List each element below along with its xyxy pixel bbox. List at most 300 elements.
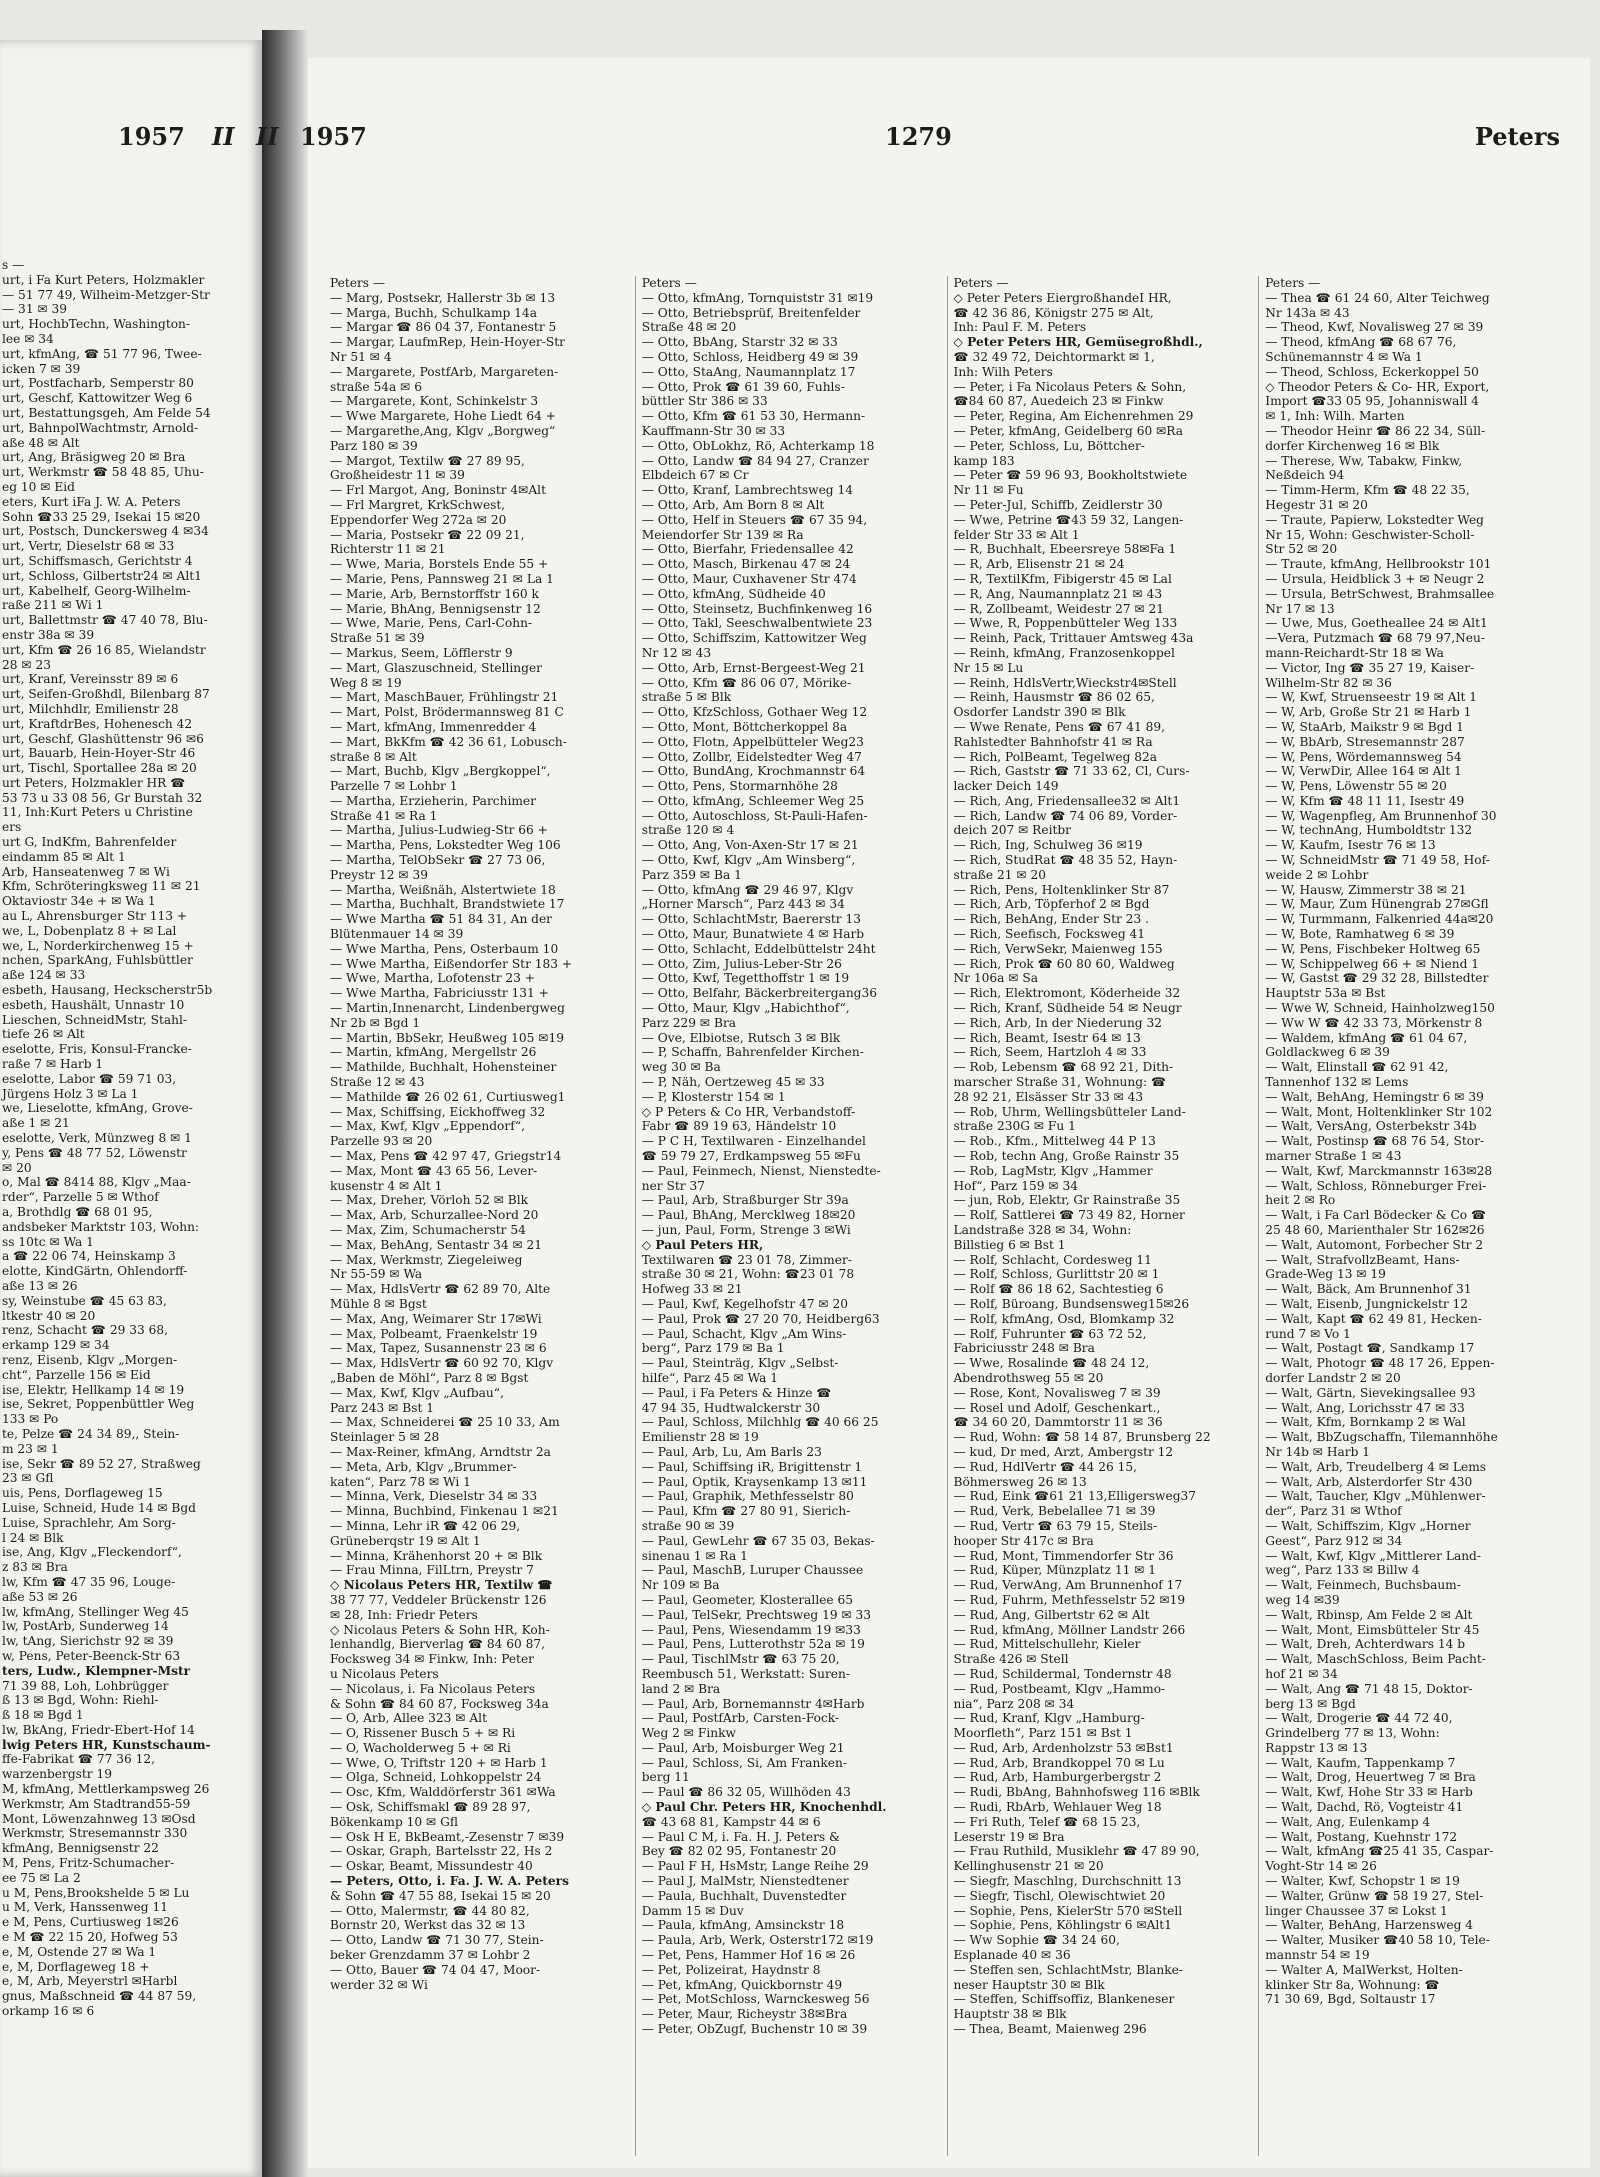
- directory-entry-line: ✉ 1, Inh: Wilh. Marten: [1265, 409, 1405, 424]
- directory-columns: [324, 276, 1570, 2156]
- directory-entry-line: rder“, Parzelle 5 ✉ Wthof: [2, 1190, 159, 1205]
- directory-entry-line: Grindelberg 77 ✉ 13, Wohn:: [1265, 1726, 1440, 1741]
- directory-entry-line: Rappstr 13 ✉ 13: [1265, 1740, 1368, 1755]
- directory-entry-line: lenhandlg, Bierverlag ☎ 84 60 87,: [330, 1637, 546, 1652]
- directory-entry-line: — Max, Arb, Schurzallee-Nord 20: [330, 1208, 539, 1223]
- directory-entry-line: Esplanade 40 ✉ 36: [953, 1948, 1071, 1963]
- directory-entry-line: — Paul, BhAng, Mercklweg 18✉20: [641, 1208, 856, 1223]
- directory-entry-line: — Max, Schneiderei ☎ 25 10 33, Am: [330, 1415, 560, 1430]
- directory-entry-line: — W, Kfm ☎ 48 11 11, Isestr 49: [1265, 793, 1465, 808]
- directory-entry-line: — Otto, Arb, Am Born 8 ✉ Alt: [641, 497, 825, 512]
- directory-entry-line: Nr 143a ✉ 43: [1265, 305, 1350, 320]
- directory-entry-line: berg 11: [641, 1770, 690, 1785]
- directory-entry-line: — W, Schippelweg 66 + ✉ Niend 1: [1265, 956, 1480, 971]
- directory-entry-line: — Mathilde, Buchhalt, Hohensteiner: [330, 1060, 557, 1075]
- directory-entry-line: ☎84 60 87, Auedeich 23 ✉ Finkw: [953, 394, 1164, 409]
- directory-entry-line: Sohn ☎33 25 29, Isekai 15 ✉20: [2, 509, 201, 524]
- directory-entry-line: Parzelle 93 ✉ 20: [330, 1134, 433, 1149]
- directory-entry-line: weide 2 ✉ Lohbr: [1265, 867, 1369, 882]
- directory-entry-line: — Margot, Textilw ☎ 27 89 95,: [330, 453, 525, 468]
- directory-entry-line: Straße 426 ✉ Stell: [953, 1652, 1069, 1667]
- directory-entry-line: urt, Geschf, Kattowitzer Weg 6: [2, 391, 193, 406]
- directory-entry-line: — Rud, Kranf, Klgv „Hamburg-: [953, 1711, 1145, 1726]
- directory-entry-line: — Rud, Schildermal, Tondernstr 48: [953, 1666, 1172, 1681]
- directory-entry-line: — Rud, Mittelschullehr, Kieler: [953, 1637, 1141, 1652]
- directory-entry-line: Peters —: [641, 276, 697, 290]
- directory-entry-line: Meiendorfer Str 139 ✉ Ra: [641, 527, 804, 542]
- directory-entry-line: & Sohn ☎ 47 55 88, Isekai 15 ✉ 20: [330, 1888, 551, 1903]
- directory-entry-line: Wilhelm-Str 82 ✉ 36: [1265, 675, 1392, 690]
- directory-entry-line: Fabriciusstr 248 ✉ Bra: [953, 1341, 1095, 1356]
- directory-entry-line: — Otto, Ang, Von-Axen-Str 17 ✉ 21: [641, 838, 859, 853]
- directory-entry-line: — P, Klosterstr 154 ✉ 1: [641, 1089, 786, 1104]
- directory-entry-line: — Traute, Papierw, Lokstedter Weg: [1265, 512, 1484, 527]
- directory-entry-line: — Meta, Arb, Klgv „Brummer-: [330, 1459, 517, 1474]
- directory-entry-line: — Otto, Bauer ☎ 74 04 47, Moor-: [330, 1962, 541, 1977]
- directory-entry-line: — Rich, Arb, Töpferhof 2 ✉ Bgd: [953, 897, 1150, 912]
- directory-entry-line: ☎ 59 79 27, Erdkampsweg 55 ✉Fu: [641, 1149, 861, 1164]
- directory-entry-line: — Otto, Maur, Bunatwiete 4 ✉ Harb: [641, 927, 865, 942]
- directory-entry-line: ffe-Fabrikat ☎ 77 36 12,: [2, 1752, 156, 1767]
- directory-entry-line: weg“, Parz 133 ✉ Billw 4: [1265, 1563, 1420, 1578]
- directory-entry-line: — Rich, Prok ☎ 60 80 60, Waldweg: [953, 956, 1175, 971]
- directory-entry-line: Osdorfer Landstr 390 ✉ Blk: [953, 705, 1126, 720]
- directory-entry-line: — Max, Polbeamt, Fraenkelstr 19: [330, 1326, 538, 1341]
- directory-entry-line: — Walt, Dreh, Achterdwars 14 b: [1265, 1637, 1466, 1652]
- directory-entry-line: — Pet, kfmAng, Quickbornstr 49: [641, 1977, 843, 1992]
- directory-entry-line: — Walt, Kapt ☎ 62 49 81, Hecken-: [1265, 1311, 1482, 1326]
- directory-entry-line: — Mart, MaschBauer, Frühlingstr 21: [330, 690, 559, 705]
- directory-entry-line: Hofweg 33 ✉ 21: [641, 1282, 743, 1297]
- directory-entry-line: — Thea, Beamt, Maienweg 296: [953, 2022, 1147, 2037]
- directory-entry-line: — Frl Margot, Ang, Boninstr 4✉Alt: [330, 483, 546, 498]
- directory-entry-line: — Mart, BkKfm ☎ 42 36 61, Lobusch-: [330, 734, 567, 749]
- directory-entry-line: — Max, Pens ☎ 42 97 47, Griegstr14: [330, 1149, 562, 1164]
- directory-entry-line: raße 7 ✉ Harb 1: [2, 1057, 104, 1072]
- directory-entry-line: ß 13 ✉ Bgd, Wohn: Riehl-: [2, 1693, 159, 1708]
- directory-entry-line: — Martin, BbSekr, Heußweg 105 ✉19: [330, 1030, 564, 1045]
- directory-entry-line: ☎ 34 60 20, Dammtorstr 11 ✉ 36: [953, 1415, 1163, 1430]
- directory-entry-line: — Paul, Pens, Wiesendamm 19 ✉33: [641, 1622, 861, 1637]
- directory-entry-line: 53 73 u 33 08 56, Gr Burstah 32: [2, 790, 203, 805]
- directory-entry-line: rund 7 ✉ Vo 1: [1265, 1326, 1351, 1341]
- directory-entry-line: — Paul, Kfm ☎ 27 80 91, Sierich-: [641, 1504, 851, 1519]
- directory-entry-line: — Osk, Schiffsmakl ☎ 89 28 97,: [330, 1800, 531, 1815]
- directory-entry-line: Nr 106a ✉ Sa: [953, 971, 1038, 986]
- directory-entry-line: — Thea ☎ 61 24 60, Alter Teichweg: [1265, 290, 1490, 305]
- directory-entry-line: kusenstr 4 ✉ Alt 1: [330, 1178, 443, 1193]
- directory-entry-line: — Rich, Elektromont, Köderheide 32: [953, 986, 1181, 1001]
- directory-entry-line: Straße 41 ✉ Ra 1: [330, 808, 438, 823]
- directory-entry-line: Nr 15, Wohn: Geschwister-Scholl-: [1265, 527, 1475, 542]
- directory-entry-line: — R, TextilKfm, Fibigerstr 45 ✉ Lal: [953, 571, 1172, 586]
- directory-entry-line: Blütenmauer 14 ✉ 39: [330, 927, 464, 942]
- directory-entry-line: — Pet, Polizeirat, Haydnstr 8: [641, 1962, 821, 1977]
- directory-entry-line: Oktaviostr 34e + ✉ Wa 1: [2, 894, 156, 909]
- directory-entry-line: „Horner Marsch“, Parz 443 ✉ 34: [641, 897, 845, 912]
- directory-entry-line: Kellinghusenstr 21 ✉ 20: [953, 1859, 1104, 1874]
- directory-entry-line: — W, Arb, Große Str 21 ✉ Harb 1: [1265, 705, 1472, 720]
- directory-entry-line: — Otto, Pens, Stormarnhöhe 28: [641, 779, 838, 794]
- directory-entry-line: — Max, Zim, Schumacherstr 54: [330, 1223, 526, 1237]
- directory-entry-line: — Rud, Arb, Hamburgerbergstr 2: [953, 1770, 1162, 1785]
- directory-entry-line: — Wwe, Petrine ☎43 59 32, Langen-: [953, 512, 1184, 527]
- directory-entry-line: berg“, Parz 179 ✉ Ba 1: [641, 1341, 785, 1356]
- directory-entry-line: — Rolf ☎ 86 18 62, Sachtestieg 6: [953, 1282, 1164, 1297]
- directory-entry-line: — Minna, Krähenhorst 20 + ✉ Blk: [330, 1548, 543, 1563]
- directory-entry-line: — Maria, Postsekr ☎ 22 09 21,: [330, 527, 525, 542]
- directory-entry-line: — Frl Margret, KrkSchwest,: [330, 497, 506, 512]
- directory-entry-line: — Max, Dreher, Vörloh 52 ✉ Blk: [330, 1193, 529, 1208]
- directory-entry-line: —Vera, Putzmach ☎ 68 79 97,Neu-: [1265, 631, 1485, 646]
- directory-entry-line: erkamp 129 ✉ 34: [2, 1338, 110, 1353]
- directory-entry-line: — Paul, Schacht, Klgv „Am Wins-: [641, 1326, 847, 1341]
- directory-entry-line: — Otto, Masch, Birkenau 47 ✉ 24: [641, 557, 851, 572]
- directory-entry-line: — Wwe Martha, Pens, Osterbaum 10: [330, 941, 559, 956]
- directory-entry-line: urt, i Fa Kurt Peters, Holzmakler: [2, 272, 205, 287]
- directory-entry-line: — Oskar, Graph, Bartelsstr 22, Hs 2: [330, 1844, 553, 1859]
- directory-entry-line: kfmAng, Bennigsenstr 22: [2, 1841, 159, 1856]
- directory-entry-line: hof 21 ✉ 34: [1265, 1666, 1338, 1681]
- directory-entry-line: aße 13 ✉ 26: [2, 1278, 78, 1293]
- directory-entry-line: — 51 77 49, Wilheim-Metzger-Str: [2, 287, 210, 302]
- directory-entry-line: — Otto, Maur, Cuxhavener Str 474: [641, 571, 857, 586]
- directory-entry-line: — Wwe Martha, Eißendorfer Str 183 +: [330, 956, 573, 971]
- directory-entry-line: — Rudi, BbAng, Bahnhofsweg 116 ✉Blk: [953, 1785, 1200, 1800]
- directory-entry-line: 25 48 60, Marienthaler Str 162✉26: [1265, 1223, 1485, 1237]
- directory-entry-line: nchen, SparkAng, Fuhlsbüttler: [2, 953, 193, 968]
- directory-entry-line: — Otto, Belfahr, Bäckerbreitergang36: [641, 986, 877, 1001]
- directory-entry-line: tiefe 26 ✉ Alt: [2, 1027, 85, 1042]
- directory-entry-line: — Walt, BbZugschaffn, Tilemannhöhe: [1265, 1430, 1498, 1445]
- directory-entry-line: — Otto, Betriebsprüf, Breitenfelder: [641, 305, 861, 320]
- directory-entry-line: — Ove, Elbiotse, Rutsch 3 ✉ Blk: [641, 1030, 841, 1045]
- directory-entry-line: Werkmstr, Stresemannstr 330: [2, 1826, 188, 1841]
- directory-entry-line: — Osc, Kfm, Walddörferstr 361 ✉Wa: [330, 1785, 556, 1800]
- directory-entry-line: — Paula, kfmAng, Amsinckstr 18: [641, 1918, 845, 1933]
- directory-entry-line: Mont, Löwenzahnweg 13 ✉Osd: [2, 1811, 196, 1826]
- directory-entry-line: te, Pelze ☎ 24 34 89,, Stein-: [2, 1426, 180, 1441]
- directory-entry-line: lw, Kfm ☎ 47 35 96, Louge-: [2, 1574, 176, 1589]
- directory-entry-line: ers: [2, 820, 22, 835]
- directory-entry-line: — W, Hausw, Zimmerstr 38 ✉ 21: [1265, 882, 1467, 897]
- directory-entry-line: — Paul, Feinmech, Nienst, Nienstedte-: [641, 1163, 881, 1178]
- directory-entry-line: — Siegfr, Tischl, Olewischtwiet 20: [953, 1888, 1166, 1903]
- directory-entry-line: — R, Ang, Naumannplatz 21 ✉ 43: [953, 586, 1163, 601]
- directory-entry-line: — Fri Ruth, Telef ☎ 68 15 23,: [953, 1814, 1141, 1829]
- directory-entry-line: — Otto, kfmAng, Tornquiststr 31 ✉19: [641, 290, 874, 305]
- page-number: 1279: [885, 122, 952, 151]
- directory-entry-line: — Otto, Kwf, Tegetthoffstr 1 ✉ 19: [641, 971, 850, 986]
- directory-entry-line: straße 120 ✉ 4: [641, 823, 735, 838]
- directory-entry-line: neser Hauptstr 30 ✉ Blk: [953, 1977, 1105, 1992]
- directory-entry-line: 28 ✉ 23: [2, 657, 51, 672]
- directory-entry-line: Werkmstr, Am Stadtrand55-59: [2, 1796, 191, 1811]
- directory-entry-line: straße 90 ✉ 39: [641, 1518, 735, 1533]
- directory-entry-line: — Otto, Schiffszim, Kattowitzer Weg: [641, 631, 867, 646]
- directory-entry-line: — Max, Kwf, Klgv „Aufbau“,: [330, 1385, 504, 1400]
- directory-entry-line: — W, technAng, Humboldtstr 132: [1265, 823, 1473, 838]
- directory-entry-line: y, Pens ☎ 48 77 52, Löwenstr: [2, 1145, 187, 1160]
- directory-entry-line: straße 30 ✉ 21, Wohn: ☎23 01 78: [641, 1267, 855, 1282]
- directory-entry-line: Bey ☎ 82 02 95, Fontanestr 20: [641, 1844, 837, 1859]
- directory-entry-line: gnus, Maßschneid ☎ 44 87 59,: [2, 1989, 197, 2004]
- directory-entry-line: aße 1 ✉ 21: [2, 1116, 70, 1131]
- directory-entry-line: a, Brothdlg ☎ 68 01 95,: [2, 1205, 153, 1219]
- directory-entry-line: der“, Parz 31 ✉ Wthof: [1265, 1504, 1402, 1519]
- directory-entry-line: — Rich, BehAng, Ender Str 23 .: [953, 912, 1149, 927]
- directory-entry-line: hooper Str 417c ✉ Bra: [953, 1533, 1094, 1548]
- directory-entry-line: — Rich, Gaststr ☎ 71 33 62, Cl, Curs-: [953, 764, 1190, 779]
- directory-entry-line: Jürgens Holz 3 ✉ La 1: [2, 1086, 139, 1101]
- directory-entry-line: urt G, IndKfm, Bahrenfelder: [2, 835, 177, 850]
- directory-entry-line: nia“, Parz 208 ✉ 34: [953, 1696, 1075, 1711]
- directory-entry-line: — Peter, Maur, Richeystr 38✉Bra: [641, 2007, 848, 2022]
- directory-entry-line: — Otto, Autoschloss, St-Pauli-Hafen-: [641, 808, 868, 823]
- directory-entry-line: linger Chaussee 37 ✉ Lokst 1: [1265, 1903, 1448, 1918]
- directory-entry-line: — Otto, SchlachtMstr, Baererstr 13: [641, 912, 861, 927]
- directory-entry-line: straße 5 ✉ Blk: [641, 690, 732, 705]
- directory-entry-line: — Paul, Arb, Bornemannstr 4✉Harb: [641, 1696, 865, 1711]
- directory-entry-line: — Wwe, R, Poppenbütteler Weg 133: [953, 616, 1178, 631]
- directory-entry-line: — Ursula, Heidblick 3 + ✉ Neugr 2: [1265, 571, 1485, 586]
- directory-entry-line: — W, Maur, Zum Hünengrab 27✉Gfl: [1265, 897, 1489, 912]
- directory-entry-line: Import ☎33 05 95, Johanniswall 4: [1265, 394, 1479, 409]
- directory-entry-line: — Walt, Automont, Forbecher Str 2: [1265, 1237, 1484, 1252]
- directory-entry-line: Abendrothsweg 55 ✉ 20: [953, 1370, 1104, 1385]
- directory-entry-line: — R, Zollbeamt, Weidestr 27 ✉ 21: [953, 601, 1165, 616]
- directory-entry-line: 47 94 35, Hudtwalckerstr 30: [641, 1400, 821, 1415]
- directory-entry-line: beker Grenzdamm 37 ✉ Lohbr 2: [330, 1948, 531, 1963]
- directory-entry-line: — Osk H E, BkBeamt,-Zesenstr 7 ✉39: [330, 1829, 565, 1844]
- directory-entry-line: — Theod, Schloss, Eckerkoppel 50: [1265, 364, 1479, 379]
- directory-entry-line: Nr 11 ✉ Fu: [953, 483, 1024, 498]
- directory-entry-line: — Walt, Photogr ☎ 48 17 26, Eppen-: [1265, 1356, 1495, 1371]
- directory-entry-line: — Rud, HdlVertr ☎ 44 26 15,: [953, 1459, 1137, 1474]
- directory-entry-line: Parz 359 ✉ Ba 1: [641, 867, 742, 882]
- directory-entry-line: ✉ 20: [2, 1160, 32, 1175]
- directory-entry-line: — 31 ✉ 39: [2, 302, 68, 317]
- directory-entry-line: — Max, Kwf, Klgv „Eppendorf“,: [330, 1119, 526, 1134]
- directory-entry-line: — W, SchneidMstr ☎ 71 49 58, Hof-: [1265, 853, 1490, 868]
- directory-entry-line: — Otto, Takl, Seeschwalbentwiete 23: [641, 616, 873, 631]
- directory-entry-line: — Max, Tapez, Susannenstr 23 ✉ 6: [330, 1341, 547, 1356]
- directory-entry-line: heit 2 ✉ Ro: [1265, 1193, 1336, 1208]
- directory-entry-line: — Martha, Pens, Lokstedter Weg 106: [330, 838, 561, 853]
- directory-entry-line: sy, Weinstube ☎ 45 63 83,: [2, 1293, 167, 1308]
- directory-entry-line: urt, BahnpolWachtmstr, Arnold-: [2, 420, 199, 435]
- directory-entry-line: — Minna, Buchbind, Finkenau 1 ✉21: [330, 1504, 559, 1519]
- directory-entry-line: — Rich, Pens, Holtenklinker Str 87: [953, 882, 1170, 897]
- directory-entry-line: 133 ✉ Po: [2, 1412, 59, 1427]
- directory-entry-line: urt, Kranf, Vereinsstr 89 ✉ 6: [2, 672, 179, 687]
- directory-entry-line: — Paul, Pens, Lutterothstr 52a ✉ 19: [641, 1637, 865, 1652]
- directory-entry-line: — Martha, Buchhalt, Brandstwiete 17: [330, 897, 565, 912]
- directory-entry-line: — Mart, Buchb, Klgv „Bergkoppel“,: [330, 764, 551, 779]
- directory-entry-line: — Paul C M, i. Fa. H. J. Peters &: [641, 1829, 840, 1844]
- directory-entry-line: — Paul, TelSekr, Prechtsweg 19 ✉ 33: [641, 1607, 872, 1622]
- directory-entry-line: — Otto, Malermstr, ☎ 44 80 82,: [330, 1903, 530, 1918]
- directory-entry-line: — Walt, StrafvollzBeamt, Hans-: [1265, 1252, 1460, 1267]
- directory-entry-line: Böhmersweg 26 ✉ 13: [953, 1474, 1087, 1489]
- directory-entry-line: — Paul ☎ 86 32 05, Willhöden 43: [641, 1785, 851, 1800]
- directory-entry-line: weg 30 ✉ Ba: [641, 1060, 721, 1075]
- directory-entry-line: — Walt, Arb, Alsterdorfer Str 430: [1265, 1474, 1473, 1489]
- directory-entry-line: urt, Kfm ☎ 26 16 85, Wielandstr: [2, 642, 206, 657]
- directory-entry-line: — Minna, Lehr iR ☎ 42 06 29,: [330, 1518, 521, 1533]
- directory-column-1: [324, 276, 635, 2156]
- directory-entry-line: 23 ✉ Gfl: [2, 1471, 54, 1486]
- left-page: [0, 40, 262, 2177]
- directory-entry-line: — Rich, PolBeamt, Tegelweg 82a: [953, 749, 1158, 764]
- directory-entry-line: Peters —: [1265, 276, 1321, 290]
- directory-entry-line: urt, Postsch, Dunckersweg 4 ✉34: [2, 524, 209, 539]
- directory-entry-line: — Peter ☎ 59 96 93, Bookholtstwiete: [953, 468, 1188, 483]
- directory-column-2: [635, 276, 947, 2156]
- directory-entry-line: kamp 183: [953, 453, 1015, 468]
- directory-entry-line: — Otto, Mont, Böttcherkoppel 8a: [641, 719, 848, 734]
- directory-entry-line: Kauffmann-Str 30 ✉ 33: [641, 423, 786, 438]
- directory-entry-line: Straße 12 ✉ 43: [330, 1075, 425, 1090]
- directory-entry-line: esbeth, Hausang, Heckscherstr5b: [2, 983, 213, 998]
- directory-entry-line: — Wwe Martha, Fabriciusstr 131 +: [330, 986, 549, 1001]
- directory-entry-line: Weg 2 ✉ Finkw: [641, 1726, 736, 1741]
- directory-entry-line: ◇ Nicolaus Peters HR, Textilw ☎: [330, 1578, 553, 1593]
- directory-entry-line: — Rich, Seem, Hartzloh 4 ✉ 33: [953, 1045, 1147, 1060]
- directory-entry-line: icken 7 ✉ 39: [2, 361, 81, 376]
- directory-entry-line: aße 124 ✉ 33: [2, 968, 86, 983]
- directory-entry-line: — Traute, kfmAng, Hellbrookstr 101: [1265, 557, 1492, 572]
- directory-entry-line: ◇ Theodor Peters & Co- HR, Export,: [1265, 379, 1490, 394]
- directory-entry-line: — Rolf, Schloss, Gurlittstr 20 ✉ 1: [953, 1267, 1160, 1282]
- directory-entry-line: Nr 12 ✉ 43: [641, 645, 712, 660]
- directory-entry-line: Lieschen, SchneidMstr, Stahl-: [2, 1012, 187, 1027]
- directory-entry-line: — Rob, Lebensm ☎ 68 92 21, Dith-: [953, 1060, 1174, 1075]
- directory-entry-line: — Wwe, Rosalinde ☎ 48 24 12,: [953, 1356, 1150, 1371]
- directory-entry-line: — Walt, VersAng, Osterbekstr 34b: [1265, 1119, 1477, 1134]
- directory-entry-line: — Walt, Kwf, Marckmannstr 163✉28: [1265, 1163, 1493, 1178]
- directory-entry-line: — Rolf, Büroang, Bundsensweg15✉26: [953, 1296, 1190, 1311]
- directory-entry-line: ◇ Peter Peters EiergroßhandeI HR,: [953, 290, 1172, 305]
- directory-entry-line: — Paul, GewLehr ☎ 67 35 03, Bekas-: [641, 1533, 875, 1548]
- directory-entry-line: ise, Sekr ☎ 89 52 27, Straßweg: [2, 1456, 201, 1471]
- directory-entry-line: Nr 2b ✉ Bgd 1: [330, 1015, 421, 1030]
- directory-entry-line: — Walt, MaschSchloss, Beim Pacht-: [1265, 1652, 1486, 1667]
- directory-entry-line: — Rud, Ang, Gilbertstr 62 ✉ Alt: [953, 1607, 1150, 1622]
- directory-entry-line: — Ww W ☎ 42 33 73, Mörkenstr 8: [1265, 1015, 1483, 1030]
- directory-entry-line: — Steffen sen, SchlachtMstr, Blanke-: [953, 1962, 1183, 1977]
- directory-entry-line: — Paul, Optik, Kraysenkamp 13 ✉11: [641, 1474, 868, 1489]
- directory-entry-line: — Paul, Geometer, Klosterallee 65: [641, 1592, 854, 1607]
- directory-entry-line: Schünemannstr 4 ✉ Wa 1: [1265, 349, 1423, 364]
- directory-entry-line: — jun, Rob, Elektr, Gr Rainstraße 35: [953, 1193, 1181, 1208]
- directory-entry-line: — Walt, Mont, Holtenklinker Str 102: [1265, 1104, 1493, 1119]
- directory-entry-line: — Martin,Innenarcht, Lindenbergweg: [330, 1001, 565, 1016]
- directory-entry-line: — Paul, Arb, Lu, Am Barls 23: [641, 1444, 822, 1459]
- directory-entry-line: Tannenhof 132 ✉ Lems: [1265, 1075, 1409, 1090]
- directory-entry-line: — Otto, BundAng, Krochmannstr 64: [641, 764, 866, 779]
- directory-entry-line: u M, Pens,Brookshelde 5 ✉ Lu: [2, 1885, 190, 1900]
- directory-entry-line: we, Lieselotte, kfmAng, Grove-: [2, 1101, 193, 1116]
- directory-entry-line: — Minna, Verk, Dieselstr 34 ✉ 33: [330, 1489, 538, 1504]
- directory-entry-line: Hauptstr 53a ✉ Bst: [1265, 986, 1386, 1001]
- directory-entry-line: — Walt, Kwf, Hohe Str 33 ✉ Harb: [1265, 1785, 1473, 1800]
- directory-entry-line: — Ursula, BetrSchwest, Brahmsallee: [1265, 586, 1495, 601]
- directory-entry-line: aße 48 ✉ Alt: [2, 435, 80, 450]
- directory-entry-line: Arb, Hanseatenweg 7 ✉ Wi: [2, 864, 170, 879]
- directory-entry-line: — Paul, Arb, Moisburger Weg 21: [641, 1740, 845, 1755]
- directory-entry-line: — Otto, Landw ☎ 84 94 27, Cranzer: [641, 453, 869, 468]
- directory-entry-line: mann-Reichardt-Str 18 ✉ Wa: [1265, 645, 1444, 660]
- directory-entry-line: — Max, Schiffsing, Eickhoffweg 32: [330, 1104, 546, 1119]
- directory-entry-line: 38 77 77, Veddeler Brückenstr 126: [330, 1592, 547, 1607]
- directory-entry-line: urt, Schiffsmasch, Gerichtstr 4: [2, 553, 193, 568]
- directory-entry-line: — Max, HdlsVertr ☎ 60 92 70, Klgv: [330, 1356, 554, 1371]
- directory-entry-line: urt, Tischl, Sportallee 28a ✉ 20: [2, 761, 197, 776]
- directory-entry-line: — Walt, Dachd, Rö, Vogteistr 41: [1265, 1800, 1464, 1815]
- directory-entry-line: — R, Buchhalt, Ebeersreye 58✉Fa 1: [953, 542, 1177, 557]
- directory-entry-line: — Rob, Uhrm, Wellingsbütteler Land-: [953, 1104, 1186, 1119]
- directory-entry-line: „Baben de Möhl“, Parz 8 ✉ Bgst: [330, 1370, 529, 1385]
- directory-entry-line: — Frau Minna, FilLtrn, Preystr 7: [330, 1563, 534, 1578]
- directory-entry-line: — Mathilde ☎ 26 02 61, Curtiusweg1: [330, 1089, 566, 1104]
- directory-entry-line: renz, Eisenb, Klgv „Morgen-: [2, 1352, 178, 1367]
- directory-entry-line: Geest“, Parz 912 ✉ 34: [1265, 1533, 1403, 1548]
- directory-entry-line: — Sophie, Pens, KielerStr 570 ✉Stell: [953, 1903, 1183, 1918]
- directory-entry-line: — Rolf, kfmAng, Osd, Blomkamp 32: [953, 1311, 1175, 1326]
- right-page: [256, 58, 1590, 2168]
- directory-entry-line: — Rud, Eink ☎61 21 13,Elligersweg37: [953, 1489, 1197, 1504]
- directory-entry-line: urt, Ang, Bräsigweg 20 ✉ Bra: [2, 450, 186, 465]
- directory-entry-line: — Rich, Kranf, Südheide 54 ✉ Neugr: [953, 1001, 1182, 1016]
- directory-entry-line: — Walt, Drogerie ☎ 44 72 40,: [1265, 1711, 1453, 1726]
- directory-entry-line: z 83 ✉ Bra: [2, 1560, 68, 1575]
- directory-entry-line: eters, Kurt iFa J. W. A. Peters: [2, 494, 181, 509]
- directory-entry-line: u M, Verk, Hanssenweg 11: [2, 1900, 168, 1915]
- directory-entry-line: — P, Schaffn, Bahrenfelder Kirchen-: [641, 1045, 864, 1060]
- directory-entry-line: — Martha, Erzieherin, Parchimer: [330, 793, 536, 808]
- directory-entry-line: eselotte, Fris, Konsul-Francke-: [2, 1042, 192, 1057]
- directory-entry-line: — Peters, Otto, i. Fa. J. W. A. Peters: [330, 1874, 569, 1889]
- directory-entry-line: — Rich, Arb, In der Niederung 32: [953, 1015, 1162, 1030]
- directory-entry-line: Nr 14b ✉ Harb 1: [1265, 1444, 1371, 1459]
- directory-entry-line: renz, Schacht ☎ 29 33 68,: [2, 1323, 168, 1338]
- directory-entry-line: — Reinh, Hausmstr ☎ 86 02 65,: [953, 690, 1155, 705]
- directory-entry-line: Steinlager 5 ✉ 28: [330, 1430, 440, 1445]
- directory-entry-line: — Otto, Schloss, Heidberg 49 ✉ 39: [641, 349, 859, 364]
- directory-entry-line: — Otto, Maur, Klgv „Habichthof“,: [641, 1001, 850, 1016]
- directory-entry-line: — Rob., Kfm., Mittelweg 44 P 13: [953, 1134, 1156, 1149]
- directory-entry-line: — Siegfr, Maschlng, Durchschnitt 13: [953, 1874, 1182, 1889]
- directory-entry-line: urt, Milchhdlr, Emilienstr 28: [2, 701, 179, 716]
- directory-entry-line: urt, Vertr, Dieselstr 68 ✉ 33: [2, 539, 175, 554]
- directory-entry-line: — Walt, Postinsp ☎ 68 76 54, Stor-: [1265, 1134, 1485, 1149]
- directory-entry-line: — Pet, MotSchloss, Warnckesweg 56: [641, 1992, 870, 2007]
- directory-entry-line: — Olga, Schneid, Lohkoppelstr 24: [330, 1770, 542, 1785]
- directory-entry-line: — Rud, Küper, Münzplatz 11 ✉ 1: [953, 1563, 1157, 1578]
- directory-entry-line: straße 8 ✉ Alt: [330, 749, 417, 764]
- directory-entry-line: esbeth, Haushält, Unnastr 10: [2, 997, 185, 1012]
- directory-entry-line: — Otto, StaAng, Naumannplatz 17: [641, 364, 856, 379]
- directory-entry-line: — Rud, Vertr ☎ 63 79 15, Steils-: [953, 1518, 1158, 1533]
- directory-entry-line: — Mart, Polst, Brödermannsweg 81 C: [330, 705, 564, 720]
- directory-entry-line: Emilienstr 28 ✉ 19: [641, 1430, 759, 1445]
- directory-entry-line: — Rolf, Fuhrunter ☎ 63 72 52,: [953, 1326, 1147, 1341]
- directory-entry-line: — Uwe, Mus, Goetheallee 24 ✉ Alt1: [1265, 616, 1488, 631]
- directory-entry-line: — W, Wagenpfleg, Am Brunnenhof 30: [1265, 808, 1497, 823]
- directory-entry-line: ise, Elektr, Hellkamp 14 ✉ 19: [2, 1382, 185, 1397]
- directory-entry-line: — Rob, LagMstr, Klgv „Hammer: [953, 1163, 1153, 1178]
